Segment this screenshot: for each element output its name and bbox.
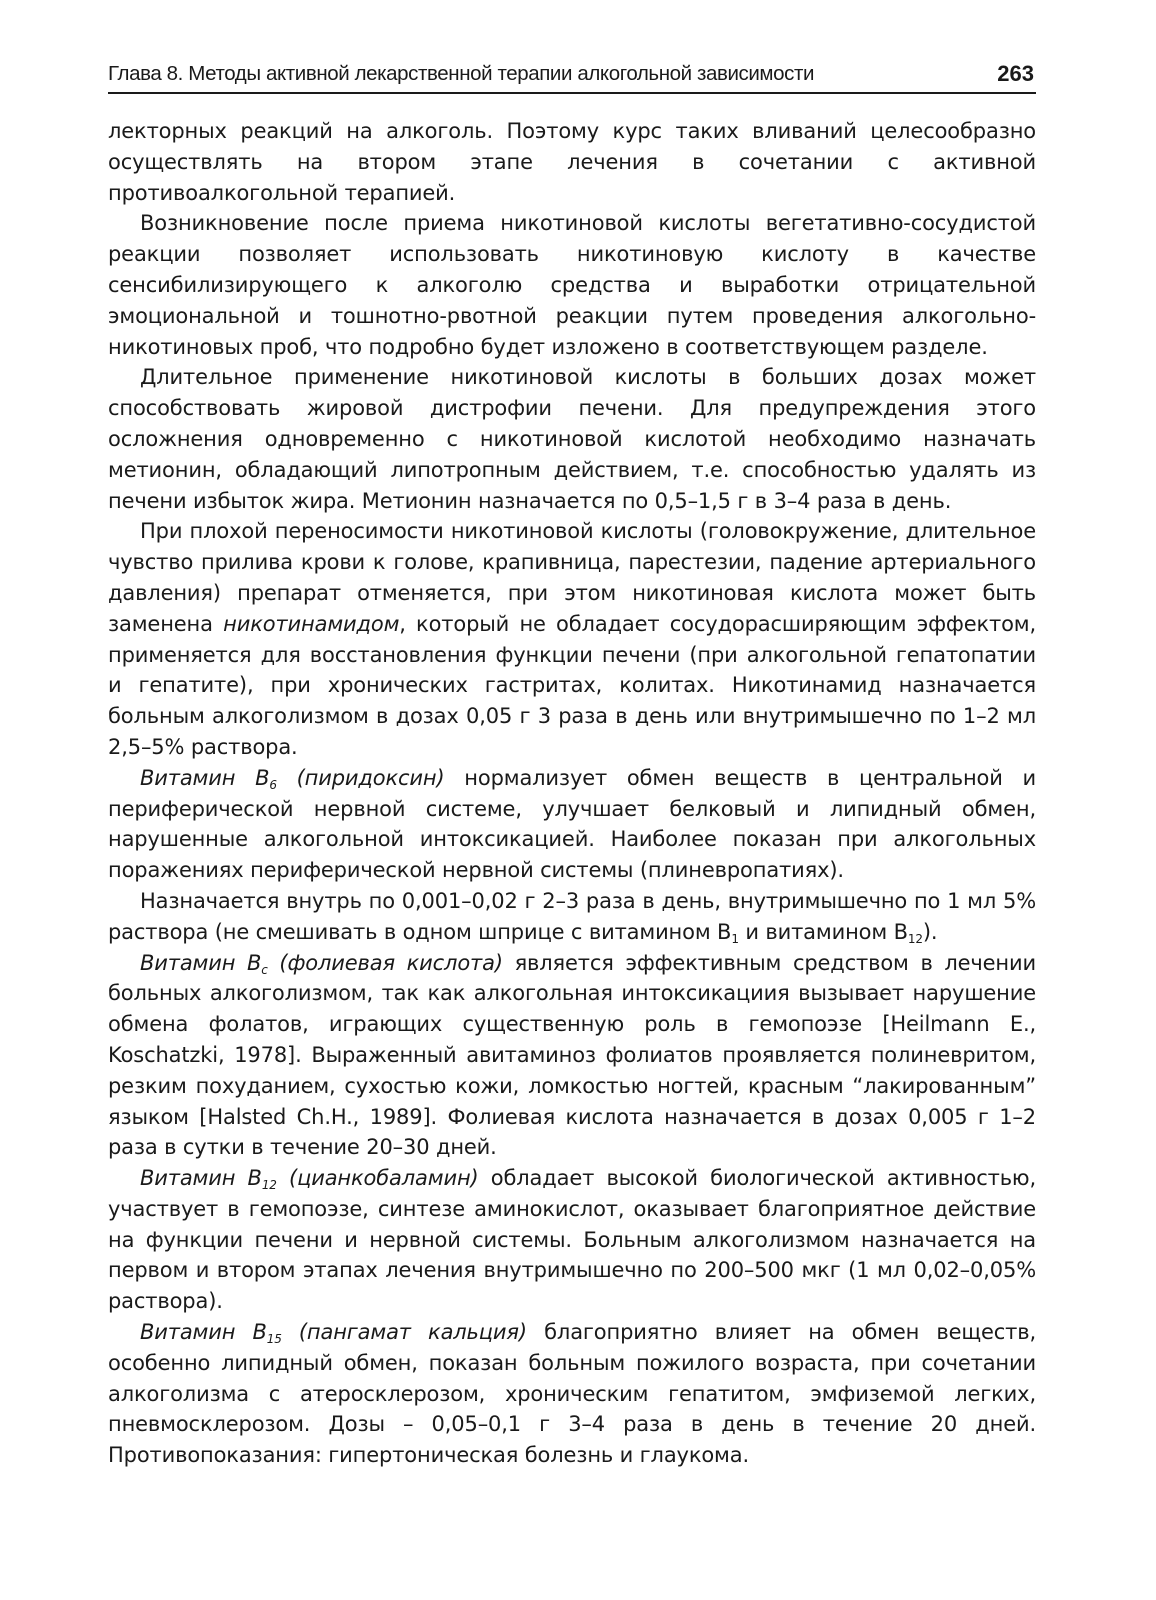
paragraph-text: Длительное применение никотиновой кислоты в больших дозах может способствовать жировой дистрофии печени. Для предупреждения этого осложнения одновременно с никотиновой кислотой необходимо назначать метионин, обладающий липотропным действием, т.е. способностью удалять из печени избыток жира. Метионин назначается по 0,5–1,5 г в 3–4 раза в день. bbox=[108, 365, 1036, 513]
term-subscript: 15 bbox=[266, 1332, 282, 1347]
term-vitamin-bc bbox=[140, 951, 503, 975]
subscript: 12 bbox=[907, 931, 923, 946]
body-text bbox=[108, 116, 1036, 1471]
page-number: 263 bbox=[997, 61, 1034, 86]
paragraph-text: и витамином В bbox=[738, 919, 908, 944]
paragraph-vitamin-b15 bbox=[108, 1317, 1036, 1471]
term-subscript: 12 bbox=[261, 1178, 277, 1193]
term-label: (пангамат кальция) bbox=[281, 1320, 527, 1345]
paragraph-vitamin-b6-dosage bbox=[108, 886, 1036, 948]
paragraph-text: При плохой переносимости никотиновой кислоты (головокружение, длительное чувство прилива крови к голове, крапивница, парестезии, падение артериального давления) препарат отменяется, при этом никотиновая кислота может быть заменена bbox=[108, 519, 1036, 636]
paragraph-text: Назначается внутрь по 0,001–0,02 г 2–3 раза в день, внутримышечно по 1 мл 5% раствора (не смешивать в одном шприце с витамином В bbox=[108, 888, 1036, 944]
subscript: 1 bbox=[731, 931, 739, 946]
term-label: Витамин В bbox=[140, 765, 270, 790]
term-label: Витамин В bbox=[140, 1166, 262, 1191]
paragraph-vitamin-b6 bbox=[108, 763, 1036, 886]
term-subscript: с bbox=[261, 962, 268, 977]
paragraph-nicotinic-sensitization bbox=[108, 208, 1036, 362]
term-label: (пиридоксин) bbox=[276, 765, 445, 790]
paragraph-text: Возникновение после приема никотиновой кислоты вегетативно-сосудистой реакции позволяет использовать никотиновую кислоту в качестве сенсибилизирующего к алкоголю средства и выработки отрицательной эмоциональной и тошнотно-рвотной реакции путем проведения алкогольно-никотиновых проб, что подробно будет изложено в соответствующем разделе. bbox=[108, 211, 1036, 359]
term-vitamin-b6 bbox=[140, 766, 445, 790]
paragraph-text: благоприятно влияет на обмен веществ, особенно липидный обмен, показан больным пожилого возраста, при сочетании алкоголизма с атеросклерозом, хроническим гепатитом, эмфиземой легких, пневмосклерозом. Дозы – 0,05–0,1 г 3–4 раза в день в течение 20 дней. Противопоказания: гипертоническая болезнь и глаукома. bbox=[108, 1320, 1036, 1468]
chapter-title: Глава 8. Методы активной лекарственной терапии алкогольной зависимости bbox=[108, 62, 815, 85]
term-nicotinamide: никотинамидом bbox=[223, 611, 400, 636]
book-page bbox=[108, 58, 1036, 1471]
paragraph-text: нормализует обмен веществ в центральной и периферической нервной системе, улучшает белковый и липидный обмен, нарушенные алкогольной интоксикацией. Наиболее показан при алкогольных поражениях периферической нервной системы (плиневропатиях). bbox=[108, 765, 1036, 883]
paragraph-continuation bbox=[108, 116, 1036, 208]
paragraph-vitamin-bc bbox=[108, 948, 1036, 1164]
paragraph-text: лекторных реакций на алкоголь. Поэтому курс таких вливаний целесообразно осуществлять на втором этапе лечения в сочетании с активной противоалкогольной терапией. bbox=[108, 119, 1036, 205]
paragraph-nicotinamide bbox=[108, 516, 1036, 762]
term-label: Витамин В bbox=[140, 950, 262, 975]
paragraph-text: ). bbox=[922, 919, 938, 944]
term-label: Витамин В bbox=[140, 1320, 267, 1345]
term-label: (цианкобаламин) bbox=[276, 1166, 479, 1191]
paragraph-text: является эффективным средством в лечении больных алкоголизмом, так как алкогольная интоксикациия вызывает нарушение обмена фолатов, играющих существенную роль в гемопоэзе [Heilmann E., Koschatzki, 1978]. Выраженный авитаминоз фолиатов проявляется полиневритом, резким похуданием, сухостью кожи, ломкостью ногтей, красным “лакированным” языком [Halsted Ch.H., 1989]. Фолиевая кислота назначается в дозах 0,005 г 1–2 раза в сутки в течение 20–30 дней. bbox=[108, 950, 1036, 1160]
paragraph-text: , который не обладает сосудорасширяющим эффектом, применяется для восстановления функции печени (при алкогольной гепатопатии и гепатите), при хронических гастритах, колитах. Никотинамид назначается больным алкоголизмом в дозах 0,05 г 3 раза в день или внутримышечно по 1–2 мл 2,5–5% раствора. bbox=[108, 611, 1037, 759]
paragraph-methionine bbox=[108, 362, 1036, 516]
running-header bbox=[108, 58, 1036, 94]
term-vitamin-b12 bbox=[140, 1166, 479, 1193]
term-subscript: 6 bbox=[269, 777, 277, 792]
term-vitamin-b15 bbox=[140, 1320, 527, 1347]
paragraph-text: обладает высокой биологической активностью, участвует в гемопоэзе, синтезе аминокислот, оказывает благоприятное действие на функции печени и нервной системы. Больным алкоголизмом назначается на первом и втором этапах лечения внутримышечно по 200–500 мкг (1 мл 0,02–0,05% раствора). bbox=[108, 1166, 1036, 1314]
term-label: (фолиевая кислота) bbox=[267, 950, 503, 975]
paragraph-vitamin-b12 bbox=[108, 1163, 1036, 1317]
